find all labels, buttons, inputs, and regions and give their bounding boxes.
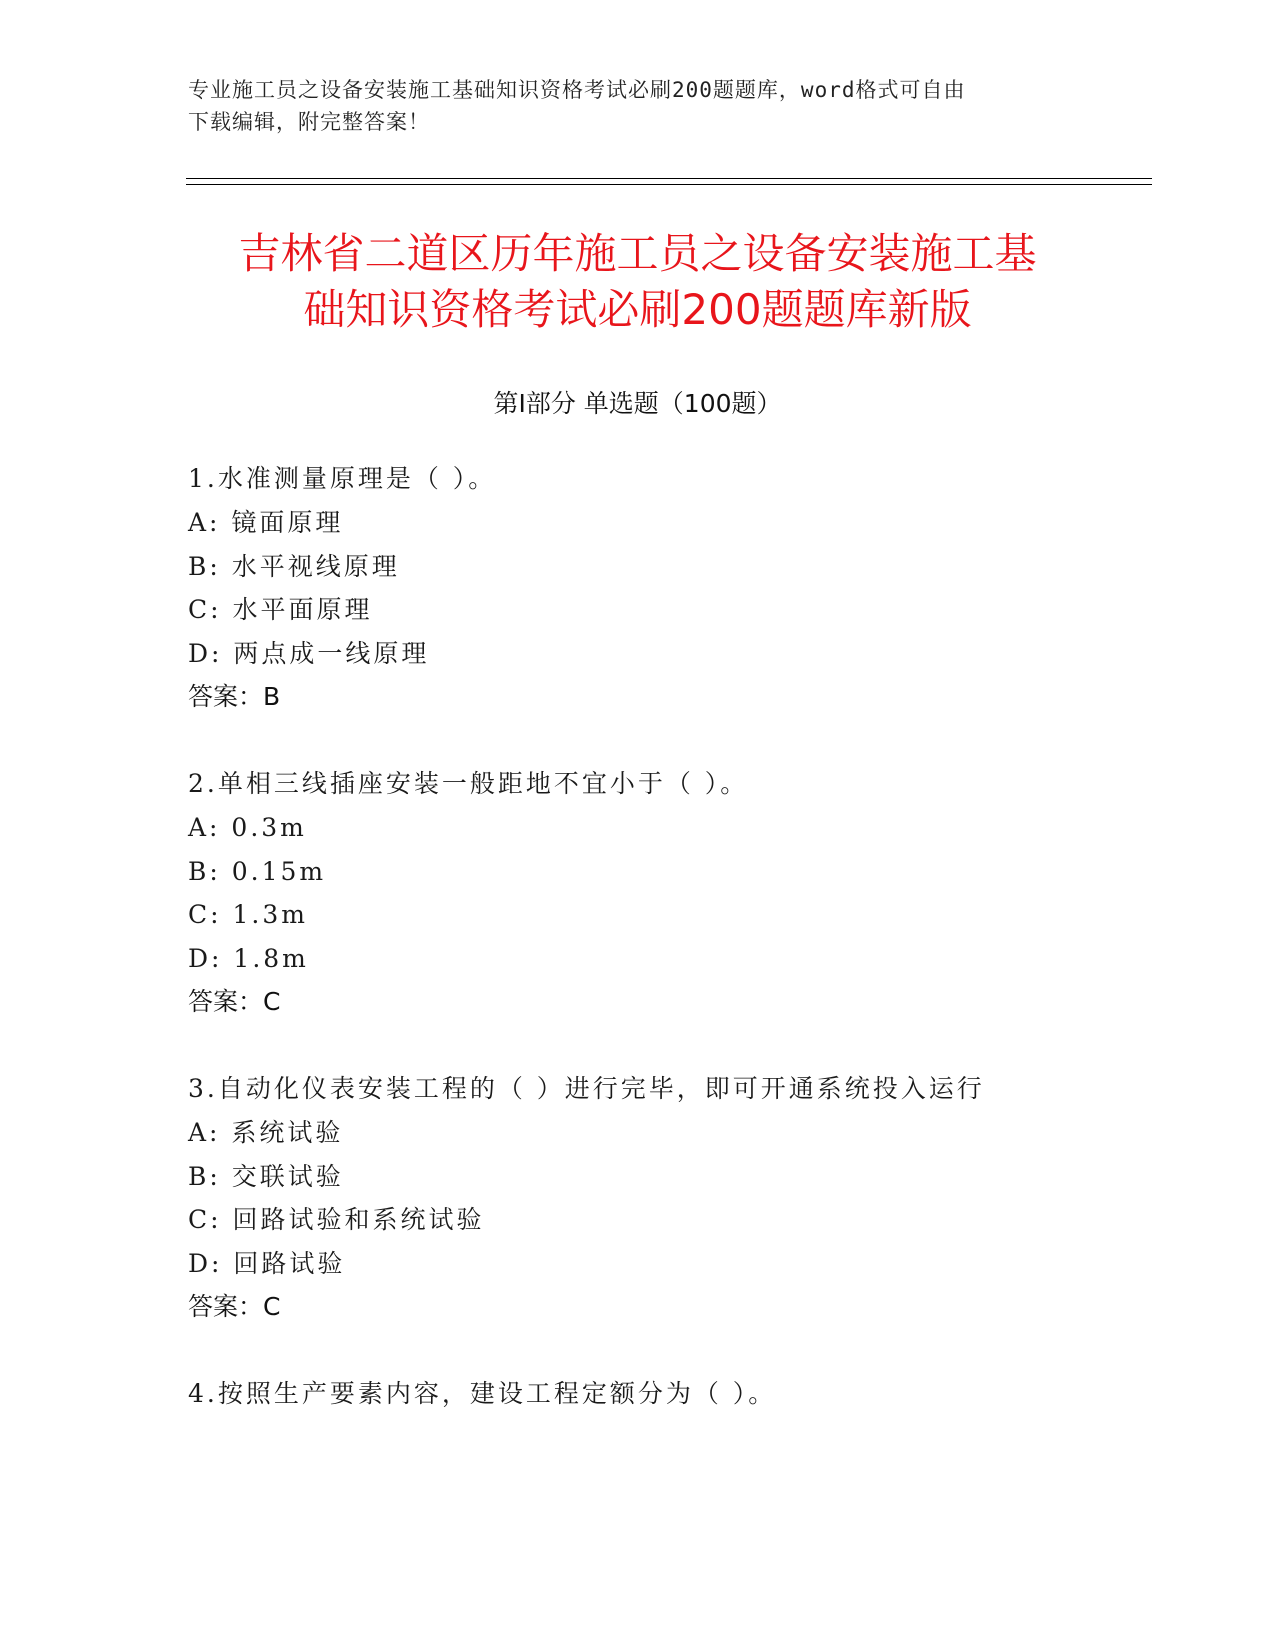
header-rule-bottom <box>186 184 1152 185</box>
question-3-stem: 3.自动化仪表安装工程的（ ）进行完毕，即可开通系统投入运行 <box>188 1074 985 1103</box>
document-title <box>150 226 1125 338</box>
question-3-option-a: A: 系统试验 <box>188 1118 344 1147</box>
question-2-answer: 答案：C <box>188 987 281 1016</box>
question-4-stem: 4.按照生产要素内容，建设工程定额分为（ ）。 <box>188 1379 777 1408</box>
question-2-option-d: D: 1.8m <box>188 944 309 973</box>
document-title-line-1: 吉林省二道区历年施工员之设备安装施工基 <box>238 229 1037 278</box>
section-heading: 第Ⅰ部分 单选题（100题） <box>493 389 782 418</box>
question-2-option-c: C: 1.3m <box>188 900 308 929</box>
question-1-option-b: B: 水平视线原理 <box>188 552 400 581</box>
question-2-option-b: B: 0.15m <box>188 857 327 886</box>
question-1-option-a: A: 镜面原理 <box>188 508 344 537</box>
question-2-option-a: A: 0.3m <box>188 813 307 842</box>
question-3-option-b: B: 交联试验 <box>188 1162 344 1191</box>
question-1-option-c: C: 水平面原理 <box>188 595 373 624</box>
question-3-answer: 答案：C <box>188 1292 281 1321</box>
question-3-option-c: C: 回路试验和系统试验 <box>188 1205 485 1234</box>
header-note <box>188 74 1068 138</box>
question-1-option-d: D: 两点成一线原理 <box>188 639 430 668</box>
document-title-line-2: 础知识资格考试必刷200题题库新版 <box>303 285 972 334</box>
header-note-line-1: 专业施工员之设备安装施工基础知识资格考试必刷200题题库，word格式可自由 <box>188 78 966 102</box>
question-1-stem: 1.水准测量原理是（ ）。 <box>188 464 497 493</box>
question-1-answer: 答案：B <box>188 682 281 711</box>
question-2-stem: 2.单相三线插座安装一般距地不宜小于（ ）。 <box>188 769 749 798</box>
question-3-option-d: D: 回路试验 <box>188 1249 346 1278</box>
header-note-line-2: 下载编辑，附完整答案！ <box>188 110 430 134</box>
header-rule-top <box>186 178 1152 179</box>
